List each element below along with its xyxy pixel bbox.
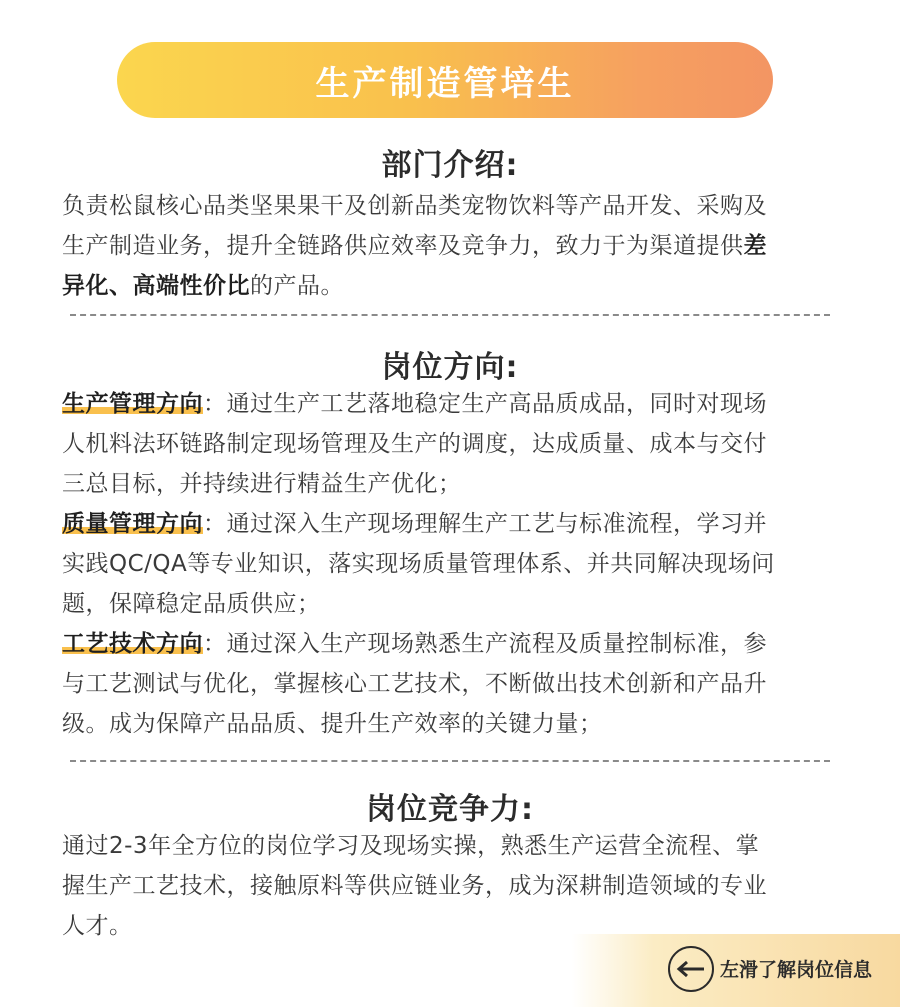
competitiveness-line-3: 人才。 (62, 913, 133, 939)
direction-text: 人机料法环链路制定现场管理及生产的调度，达成质量、成本与交付 (62, 431, 767, 457)
direction-item-production (62, 384, 842, 504)
title-banner (117, 42, 773, 118)
dept-line-2-text: 生产制造业务，提升全链路供应效率及竞争力，致力于为渠道提供 (62, 233, 744, 259)
direction-item-process (62, 624, 842, 744)
direction-text: 题，保障稳定品质供应； (62, 591, 321, 617)
page-title: 生产制造管培生 (315, 63, 575, 104)
competitiveness-paragraph (62, 826, 842, 946)
swipe-hint[interactable] (572, 934, 900, 1007)
direction-text: 实践QC/QA等专业知识，落实现场质量管理体系、并共同解决现场问 (62, 551, 775, 577)
divider-1 (70, 314, 830, 316)
dept-line-3-text: 的产品。 (250, 273, 344, 299)
direction-label: 生产管理方向 (62, 391, 203, 417)
direction-item-quality (62, 504, 842, 624)
competitiveness-line-2: 握生产工艺技术，接触原料等供应链业务，成为深耕制造领域的专业 (62, 873, 767, 899)
direction-label: 工艺技术方向 (62, 631, 203, 657)
competitiveness-heading: 岗位竞争力: (366, 792, 534, 827)
direction-text: 级。成为保障产品品质、提升生产效率的关键力量； (62, 711, 603, 737)
dept-line-1: 负责松鼠核心品类坚果果干及创新品类宠物饮料等产品开发、采购及 (62, 193, 767, 219)
dept-heading: 部门介绍: (381, 148, 519, 183)
dept-bold-2: 异化、高端性价比 (62, 273, 250, 299)
dept-paragraph (62, 186, 842, 306)
direction-label: 质量管理方向 (62, 511, 203, 537)
direction-text: ：通过生产工艺落地稳定生产高品质成品，同时对现场 (203, 391, 767, 417)
dept-bold-1: 差 (743, 233, 767, 259)
direction-heading: 岗位方向: (381, 350, 519, 385)
direction-text: 三总目标，并持续进行精益生产优化； (62, 471, 462, 497)
dept-line-2 (62, 226, 842, 266)
direction-text: ：通过深入生产现场理解生产工艺与标准流程，学习并 (203, 511, 767, 537)
direction-paragraph (62, 384, 842, 744)
competitiveness-line-1: 通过2-3年全方位的岗位学习及现场实操，熟悉生产运营全流程、掌 (62, 833, 760, 859)
direction-text: 与工艺测试与优化，掌握核心工艺技术，不断做出技术创新和产品升 (62, 671, 767, 697)
swipe-hint-text: 左滑了解岗位信息 (720, 959, 873, 981)
left-arrow-icon (668, 946, 714, 992)
dept-line-3 (62, 266, 842, 306)
divider-2 (70, 760, 830, 762)
direction-text: ：通过深入生产现场熟悉生产流程及质量控制标准，参 (203, 631, 767, 657)
